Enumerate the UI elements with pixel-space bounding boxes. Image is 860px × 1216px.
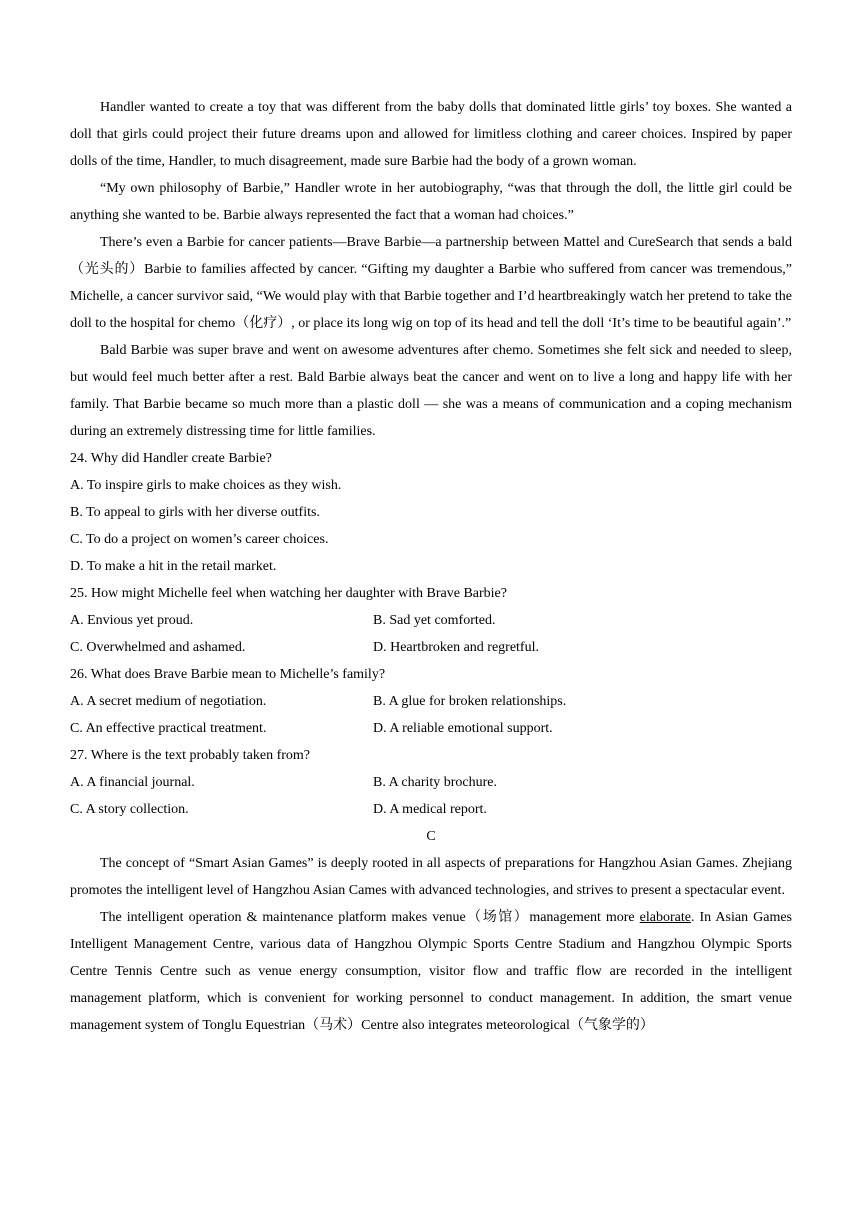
option-c: C. To do a project on women’s career choices.: [70, 532, 329, 547]
paragraph-text-start: The intelligent operation & maintenance platform makes venue（场馆）management more: [100, 910, 640, 925]
paragraph-text-end: . In Asian Games Intelligent Management Centre, various data of Hangzhou Olympic Sports Centre Stadium and Hangzhou Olympic Sports Centre Tennis Centre such as venue energy consumption, visitor flow and traffic flow are recorded in the intelligent management platform, which is convenient for working personnel to conduct management. In addition, the smart venue management system of Tonglu Equestrian（马术）Centre also integrates meteorological（气象学的）: [70, 910, 792, 1033]
question-stem: 25. How might Michelle feel when watching her daughter with Brave Barbie?: [70, 586, 507, 601]
option-c: C. An effective practical treatment.: [70, 721, 267, 736]
option-d: D. A medical report.: [373, 802, 487, 817]
option-row: [70, 634, 792, 661]
option-b: B. A glue for broken relationships.: [373, 694, 567, 709]
option-a: A. Envious yet proud.: [70, 613, 194, 628]
passage-b-paragraph-2: “My own philosophy of Barbie,” Handler wrote in her autobiography, “was that through the doll, the little girl could be anything she wanted to be. Barbie always represented the fact that a woman had choices.”: [70, 181, 792, 223]
document-page: [70, 94, 792, 1039]
passage-b-paragraph-4: Bald Barbie was super brave and went on awesome adventures after chemo. Sometimes she felt sick and needed to sleep, but would feel much better after a rest. Bald Barbie always beat the cancer and went on to live a long and happy life with her family. That Barbie became so much more than a plastic doll — she was a means of communication and a coping mechanism during an extremely distressing time for little families.: [70, 343, 792, 439]
option-d: D. To make a hit in the retail market.: [70, 559, 277, 574]
underlined-word: elaborate: [639, 910, 691, 925]
passage-c-paragraph-2: [70, 904, 792, 1039]
passage-b-paragraph-1: Handler wanted to create a toy that was different from the baby dolls that dominated little girls’ toy boxes. She wanted a doll that girls could project their future dreams upon and allowed for limitless clothing and career choices. Inspired by paper dolls of the time, Handler, to much disagreement, made sure Barbie had the body of a grown woman.: [70, 100, 792, 169]
question-stem: 24. Why did Handler create Barbie?: [70, 451, 272, 466]
option-a: A. A secret medium of negotiation.: [70, 694, 267, 709]
option-d: D. Heartbroken and regretful.: [373, 640, 539, 655]
option-row: [70, 769, 792, 796]
question-stem: 26. What does Brave Barbie mean to Michelle’s family?: [70, 667, 386, 682]
option-d: D. A reliable emotional support.: [373, 721, 553, 736]
option-c: C. Overwhelmed and ashamed.: [70, 640, 246, 655]
option-row: [70, 607, 792, 634]
option-a: A. A financial journal.: [70, 775, 195, 790]
question-stem: 27. Where is the text probably taken from?: [70, 748, 310, 763]
option-b: B. Sad yet comforted.: [373, 613, 496, 628]
option-row: [70, 688, 792, 715]
question-25: [70, 580, 792, 661]
option-b: B. A charity brochure.: [373, 775, 498, 790]
question-27: [70, 742, 792, 823]
option-a: A. To inspire girls to make choices as they wish.: [70, 478, 342, 493]
option-row: [70, 715, 792, 742]
option-b: B. To appeal to girls with her diverse outfits.: [70, 505, 320, 520]
passage-b-paragraph-3: There’s even a Barbie for cancer patients—Brave Barbie—a partnership between Mattel and CureSearch that sends a bald（光头的）Barbie to families affected by cancer. “Gifting my daughter a Barbie who suffered from cancer was tremendous,” Michelle, a cancer survivor said, “We would play with that Barbie together and I’d heartbreakingly watch her pretend to take the doll to the hospital for chemo（化疗）, or place its long wig on top of its head and tell the doll ‘It’s time to be beautiful again’.”: [70, 235, 792, 331]
option-row: [70, 796, 792, 823]
question-24: [70, 445, 792, 580]
option-c: C. A story collection.: [70, 802, 189, 817]
section-heading: C: [426, 829, 436, 844]
passage-c-paragraph-1: The concept of “Smart Asian Games” is deeply rooted in all aspects of preparations for Hangzhou Asian Games. Zhejiang promotes the intelligent level of Hangzhou Asian Cames with advanced technologies, and strives to present a spectacular event.: [70, 856, 792, 898]
question-26: [70, 661, 792, 742]
